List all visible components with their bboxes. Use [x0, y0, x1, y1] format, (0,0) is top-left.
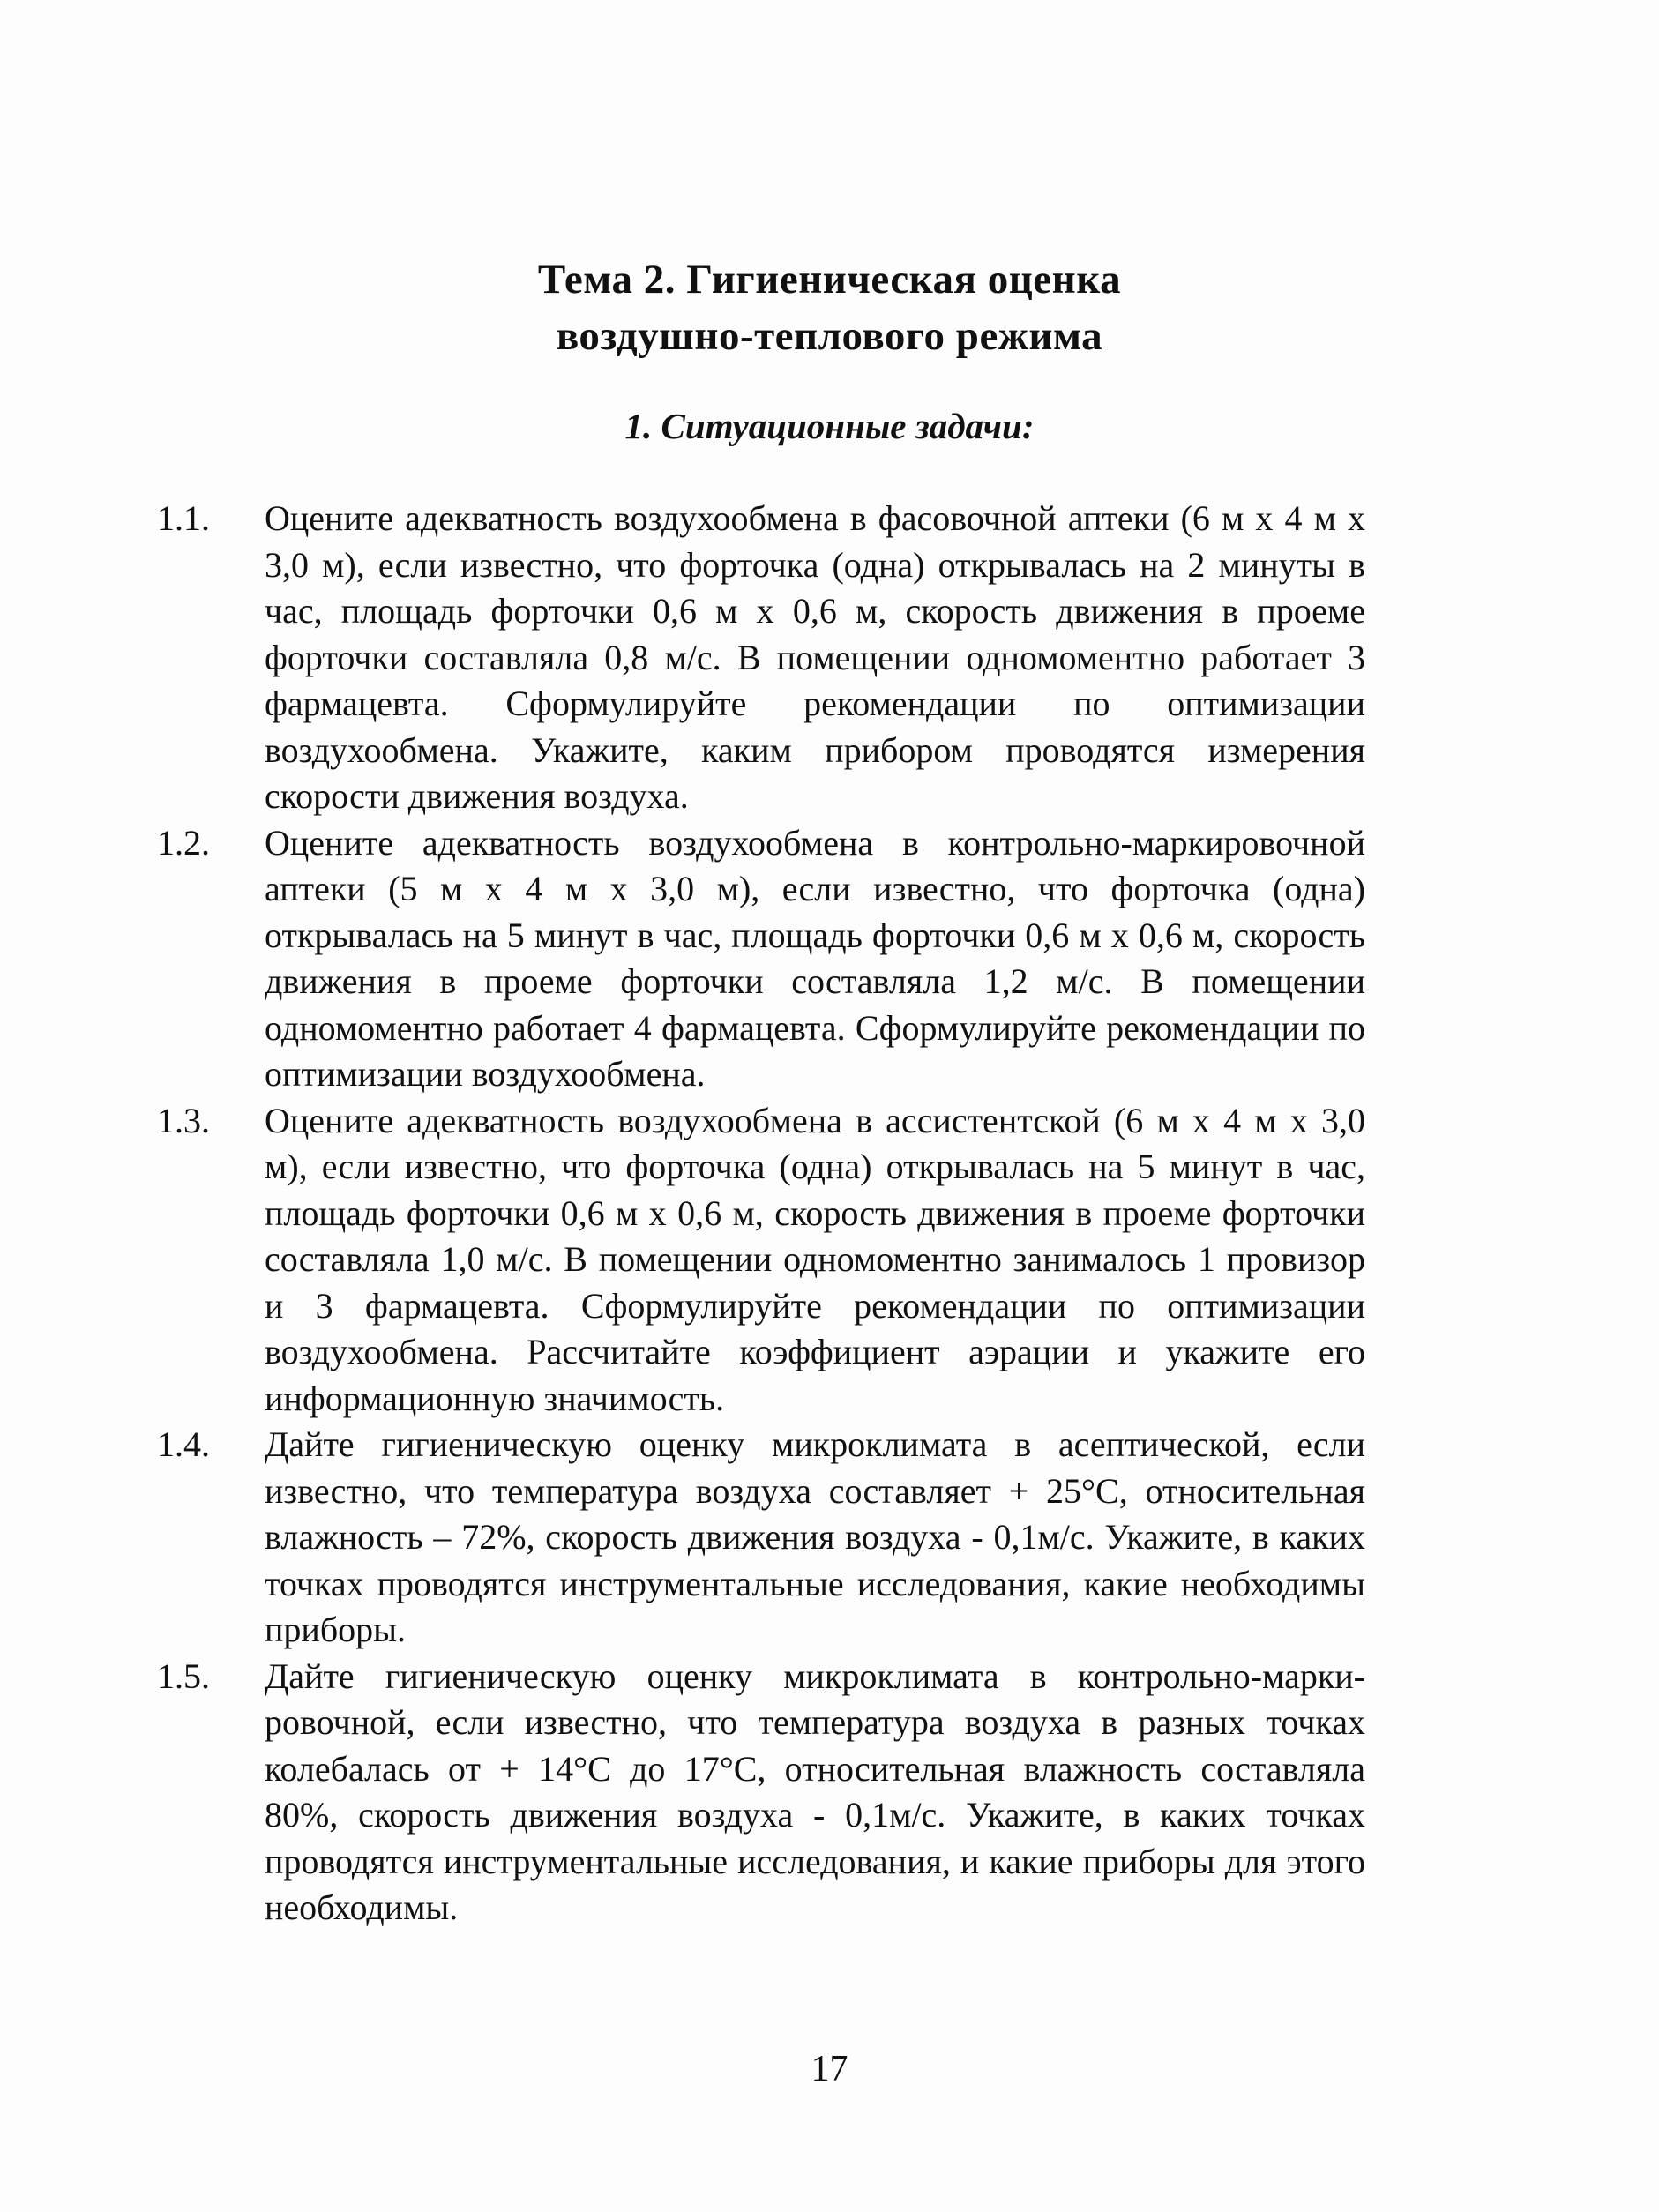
task-text: Дайте гигиеническую оценку микроклимата в контрольно-маркировочной, если известно, что температура воздуха в разных точках колебалась от + 14°С до 17°С, относительная влажность составляла 80%, скорость движения воздуха - 0,1м/с. Укажите, в каких точках проводятся инструментальные исследования, и какие приборы для этого необходимы.: [265, 1655, 1365, 1927]
task-number: 1.2.: [157, 822, 210, 863]
topic-title-line-1: Тема 2. Гигиеническая оценка: [537, 257, 1122, 303]
task-number: 1.5.: [157, 1655, 210, 1696]
task-text: Оцените адекватность воздухообмена в ассистентской (6 м х 4 м х 3,0 м), если известно, что форточка (одна) открывалась на 5 минут в час, площадь форточки 0,6 м х 0,6 м, скорость движения в проеме форточки составляла 1,0 м/с. В помещении одномоментно занималось 1 провизор и 3 фармацевта. Сформулируйте рекомендации по оптимизации воздухообмена. Рассчитайте коэффициент аэрации и укажите его информационную значимость.: [265, 1100, 1365, 1418]
page-number: 17: [811, 2049, 848, 2089]
section-heading: 1. Ситуационные задачи:: [624, 406, 1035, 446]
topic-title: [0, 251, 1659, 364]
task-item: [157, 820, 1365, 1098]
task-item: [157, 496, 1365, 820]
task-text: Оцените адекватность воздухообмена в фасовочной аптеки (6 м х 4 м х 3,0 м), если известно, что форточка (одна) открывалась на 2 минуты в час, площадь форточки 0,6 м х 0,6 м, скорость движения в проеме форточки составляла 0,8 м/с. В помещении одномоментно работает 3 фармацевта. Сформулируйте рекомендации по оптимизации воздухообмена. Укажите, каким прибором проводятся измерения скорости движения воздуха.: [265, 498, 1365, 816]
task-item: [157, 1098, 1365, 1423]
task-text: Оцените адекватность воздухообмена в контрольно-маркировочной аптеки (5 м х 4 м х 3,0 м), если известно, что форточка (одна) открывалась на 5 минут в час, площадь форточки 0,6 м х 0,6 м, скорость движения в проеме форточки составляла 1,2 м/с. В помещении одномоментно работает 4 фармацевта. Сформулируйте рекомендации по оптимизации воздухообмена.: [265, 822, 1365, 1094]
task-number: 1.3.: [157, 1100, 210, 1140]
task-item: [157, 1654, 1365, 1932]
task-number: 1.4.: [157, 1424, 210, 1464]
task-item: [157, 1422, 1365, 1654]
topic-title-line-2: воздушно-теплового режима: [556, 313, 1103, 359]
task-list: [157, 496, 1365, 1932]
task-text: Дайте гигиеническую оценку микроклимата в асептической, если известно, что температура воздуха составляет + 25°С, относительная влажность – 72%, скорость движения воздуха - 0,1м/с. Укажите, в каких точках проводятся инструментальные исследования, какие необходимы приборы.: [265, 1424, 1365, 1649]
task-number: 1.1.: [157, 498, 210, 538]
